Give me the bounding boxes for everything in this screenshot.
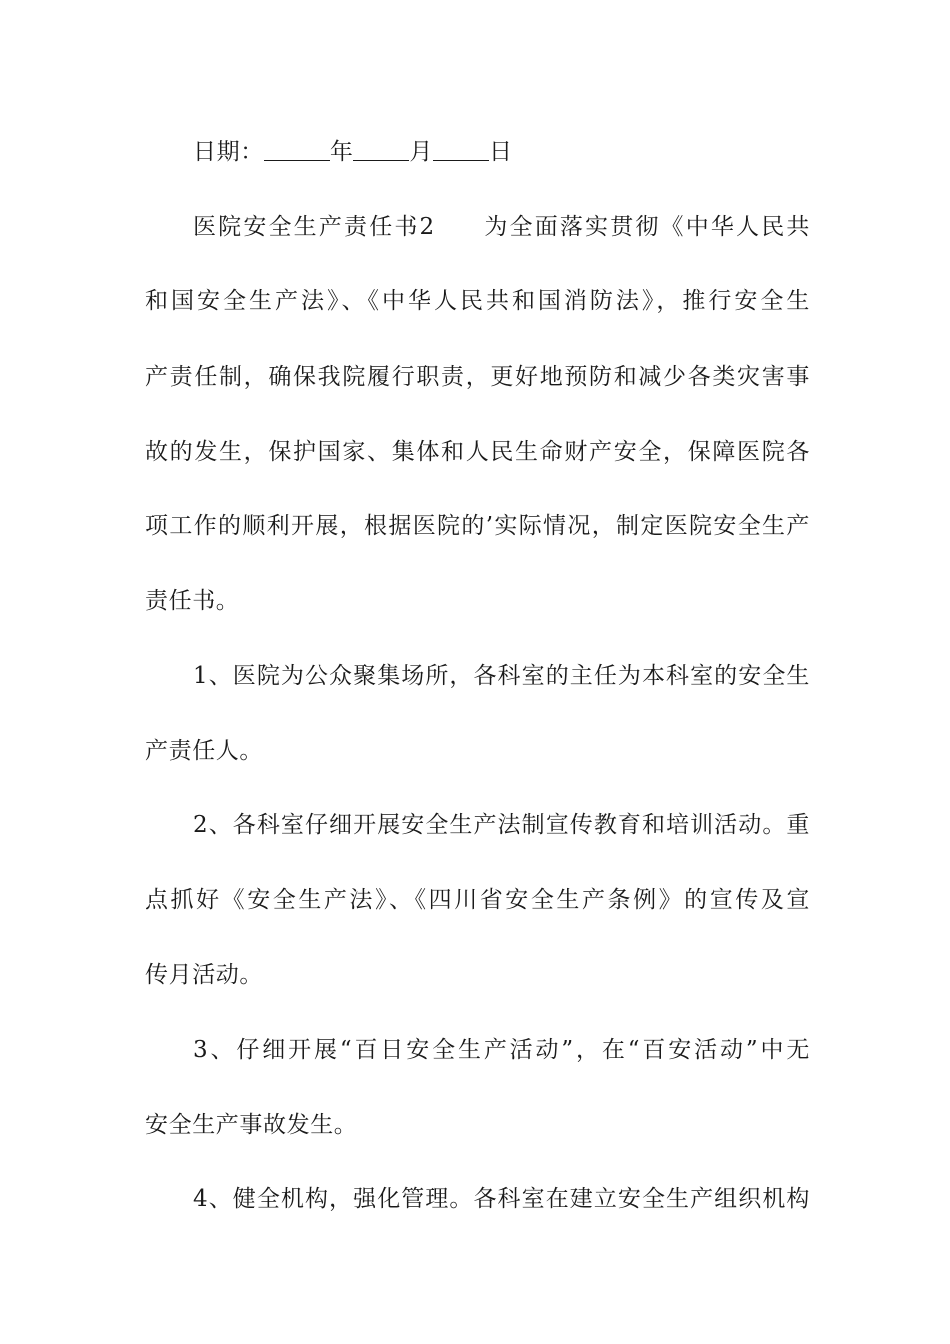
- document-heading: 医院安全生产责任书2: [193, 214, 435, 240]
- item-1-first-line: 1、医院为公众聚集场所，各科室的主任为本科室的安全生: [193, 663, 810, 689]
- item-2-first-line: 2、各科室仔细开展安全生产法制宣传教育和培训活动。重: [193, 812, 810, 838]
- item-4-first-line: 4、健全机构，强化管理。各科室在建立安全生产组织机构: [193, 1186, 810, 1212]
- paragraph-line: 产责任人。: [145, 738, 263, 764]
- date-label: 日期：: [193, 139, 264, 165]
- year-blank: [264, 140, 330, 161]
- month-label: 月: [409, 139, 434, 165]
- day-blank: [433, 140, 489, 161]
- month-blank: [353, 140, 409, 161]
- paragraph-line: 责任书。: [145, 588, 240, 614]
- year-label: 年: [329, 139, 354, 165]
- date-line: [193, 137, 810, 167]
- intro-first-line: [193, 212, 810, 242]
- paragraph-line: 安全生产事故发生。: [145, 1112, 358, 1138]
- paragraph-line: 故的发生，保护国家、集体和人民生命财产安全，保障医院各: [145, 439, 810, 465]
- day-label: 日: [489, 139, 513, 165]
- paragraph-line: 传月活动。: [145, 962, 263, 988]
- paragraph-line: 项工作的顺利开展，根据医院的’实际情况，制定医院安全生产: [145, 513, 810, 539]
- intro-line-1: 为全面落实贯彻《中华人民共: [482, 214, 810, 240]
- paragraph-line: 和国安全生产法》、《中华人民共和国消防法》，推行安全生: [145, 288, 810, 314]
- paragraph-line: 产责任制，确保我院履行职责，更好地预防和减少各类灾害事: [145, 364, 810, 390]
- item-3-first-line: 3、仔细开展“百日安全生产活动”，在“百安活动”中无: [193, 1037, 810, 1063]
- paragraph-line: 点抓好《安全生产法》、《四川省安全生产条例》的宣传及宣: [145, 887, 810, 913]
